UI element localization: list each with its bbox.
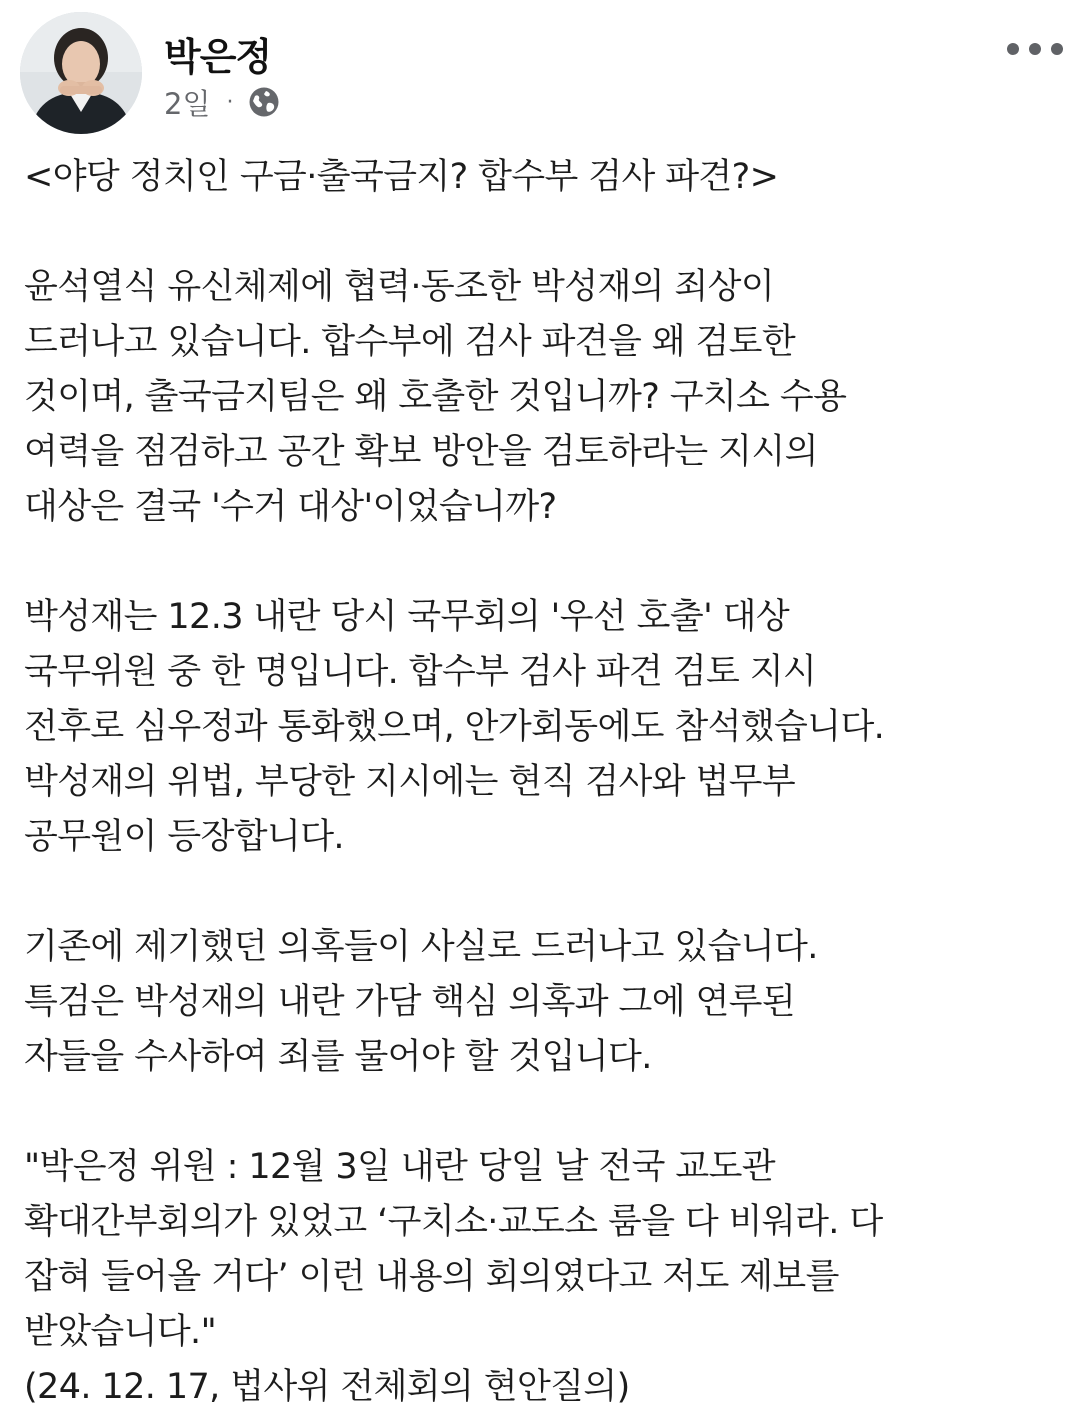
more-options-button[interactable] [1000,24,1070,74]
post-text-line: 전후로 심우정과 통화했으며, 안가회동에도 참석했습니다. [24,707,885,747]
paragraph-gap [24,535,1064,590]
post-text-line: 공무원이 등장합니다. [24,817,344,857]
post-text-line: 것이며, 출국금지팀은 왜 호출한 것입니까? 구치소 수용 [24,377,847,417]
post-text-line: 여력을 점검하고 공간 확보 방안을 검토하라는 지시의 [24,432,818,472]
author-avatar[interactable] [20,12,142,134]
post-text-line: 드러나고 있습니다. 합수부에 검사 파견을 왜 검토한 [24,322,796,362]
paragraph-gap [24,1085,1064,1140]
post-body [24,150,1064,1415]
post-timestamp[interactable]: 2일 [164,86,211,121]
quote-line: 잡혀 들어올 거다’ 이런 내용의 회의였다고 저도 제보를 [24,1257,839,1297]
post-text-line: 특검은 박성재의 내란 가담 핵심 의혹과 그에 연루된 [24,982,796,1022]
globe-icon[interactable] [247,85,281,119]
paragraph-gap [24,205,1064,260]
post-text-line: 윤석열식 유신체제에 협력·동조한 박성재의 죄상이 [24,267,775,307]
meta-separator: · [226,89,234,115]
quote-line: 받았습니다." [24,1312,217,1352]
post-text-line: 박성재의 위법, 부당한 지시에는 현직 검사와 법무부 [24,762,796,802]
post-meta [164,82,281,122]
post-text-line: 박성재는 12.3 내란 당시 국무회의 '우선 호출' 대상 [24,597,790,637]
more-horizontal-icon [1006,42,1064,56]
post-text-line: 국무위원 중 한 명입니다. 합수부 검사 파견 검토 지시 [24,652,817,692]
post-text-line: 자들을 수사하여 죄를 물어야 할 것입니다. [24,1037,652,1077]
paragraph-gap [24,865,1064,920]
post-text-line: 기존에 제기했던 의혹들이 사실로 드러나고 있습니다. [24,927,818,967]
author-name[interactable]: 박은정 [164,35,272,79]
quote-line: "박은정 위원 : 12월 3일 내란 당일 날 전국 교도관 [24,1147,775,1187]
post-header [0,0,1080,140]
post-text-line: 대상은 결국 '수거 대상'이었습니까? [24,487,557,527]
post-title-line: <야당 정치인 구금·출국금지? 합수부 검사 파견?> [24,157,779,197]
quote-line: 확대간부회의가 있었고 ‘구치소·교도소 룸을 다 비워라. 다 [24,1202,883,1242]
avatar-photo [20,12,142,134]
source-citation: (24. 12. 17, 법사위 전체회의 현안질의) [24,1367,630,1407]
